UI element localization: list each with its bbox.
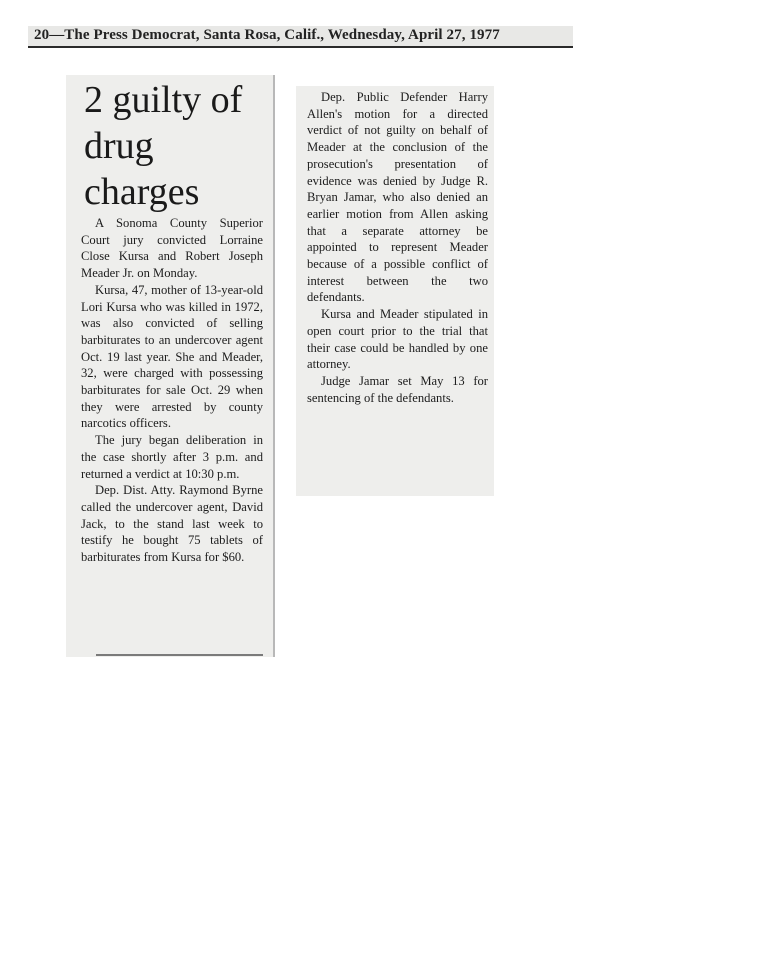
masthead-bar [28,26,573,48]
right-column [307,89,488,406]
paragraph: The jury began deliberation in the case shortly after 3 p.m. and returned a verdict at 10:30 p.m. [81,433,263,481]
paragraph: Judge Jamar set May 13 for sentencing of the defendants. [307,373,488,405]
paragraph: A Sonoma County Superior Court jury convicted Lorraine Close Kursa and Robert Joseph Meader Jr. on Monday. [81,216,263,281]
headline: 2 guilty of drug charges [84,79,243,213]
masthead-text: 20—The Press Democrat, Santa Rosa, Calif., Wednesday, April 27, 1977 [34,27,500,43]
paragraph: Dep. Public Defender Harry Allen's motion for a directed verdict of not guilty on behalf of Meader at the conclusion of the prosecution's presentation of evidence was denied by Judge R. Bryan Jamar, who also denied an earlier motion from Allen asking that a separate attorney be appointed to represent Meader because of a possible conflict of interest between the two defendants. [307,90,488,305]
cropped-text-fragment [66,651,273,657]
left-column [81,215,263,566]
paragraph: Dep. Dist. Atty. Raymond Byrne called the undercover agent, David Jack, to the stand last week to testify he bought 75 tablets of barbiturates from Kursa for $60. [81,483,263,565]
paragraph: Kursa and Meader stipulated in open court prior to the trial that their case could be handled by one attorney. [307,307,488,372]
paragraph: Kursa, 47, mother of 13-year-old Lori Kursa who was killed in 1972, was also convicted of selling barbiturates to an undercover agent Oct. 19 last year. She and Meader, 32, were charged with possessing barbiturates for sale Oct. 29 when they were arrested by county narcotics officers. [81,282,263,431]
article-clip-left [66,75,275,657]
article-clip-right [296,86,494,496]
